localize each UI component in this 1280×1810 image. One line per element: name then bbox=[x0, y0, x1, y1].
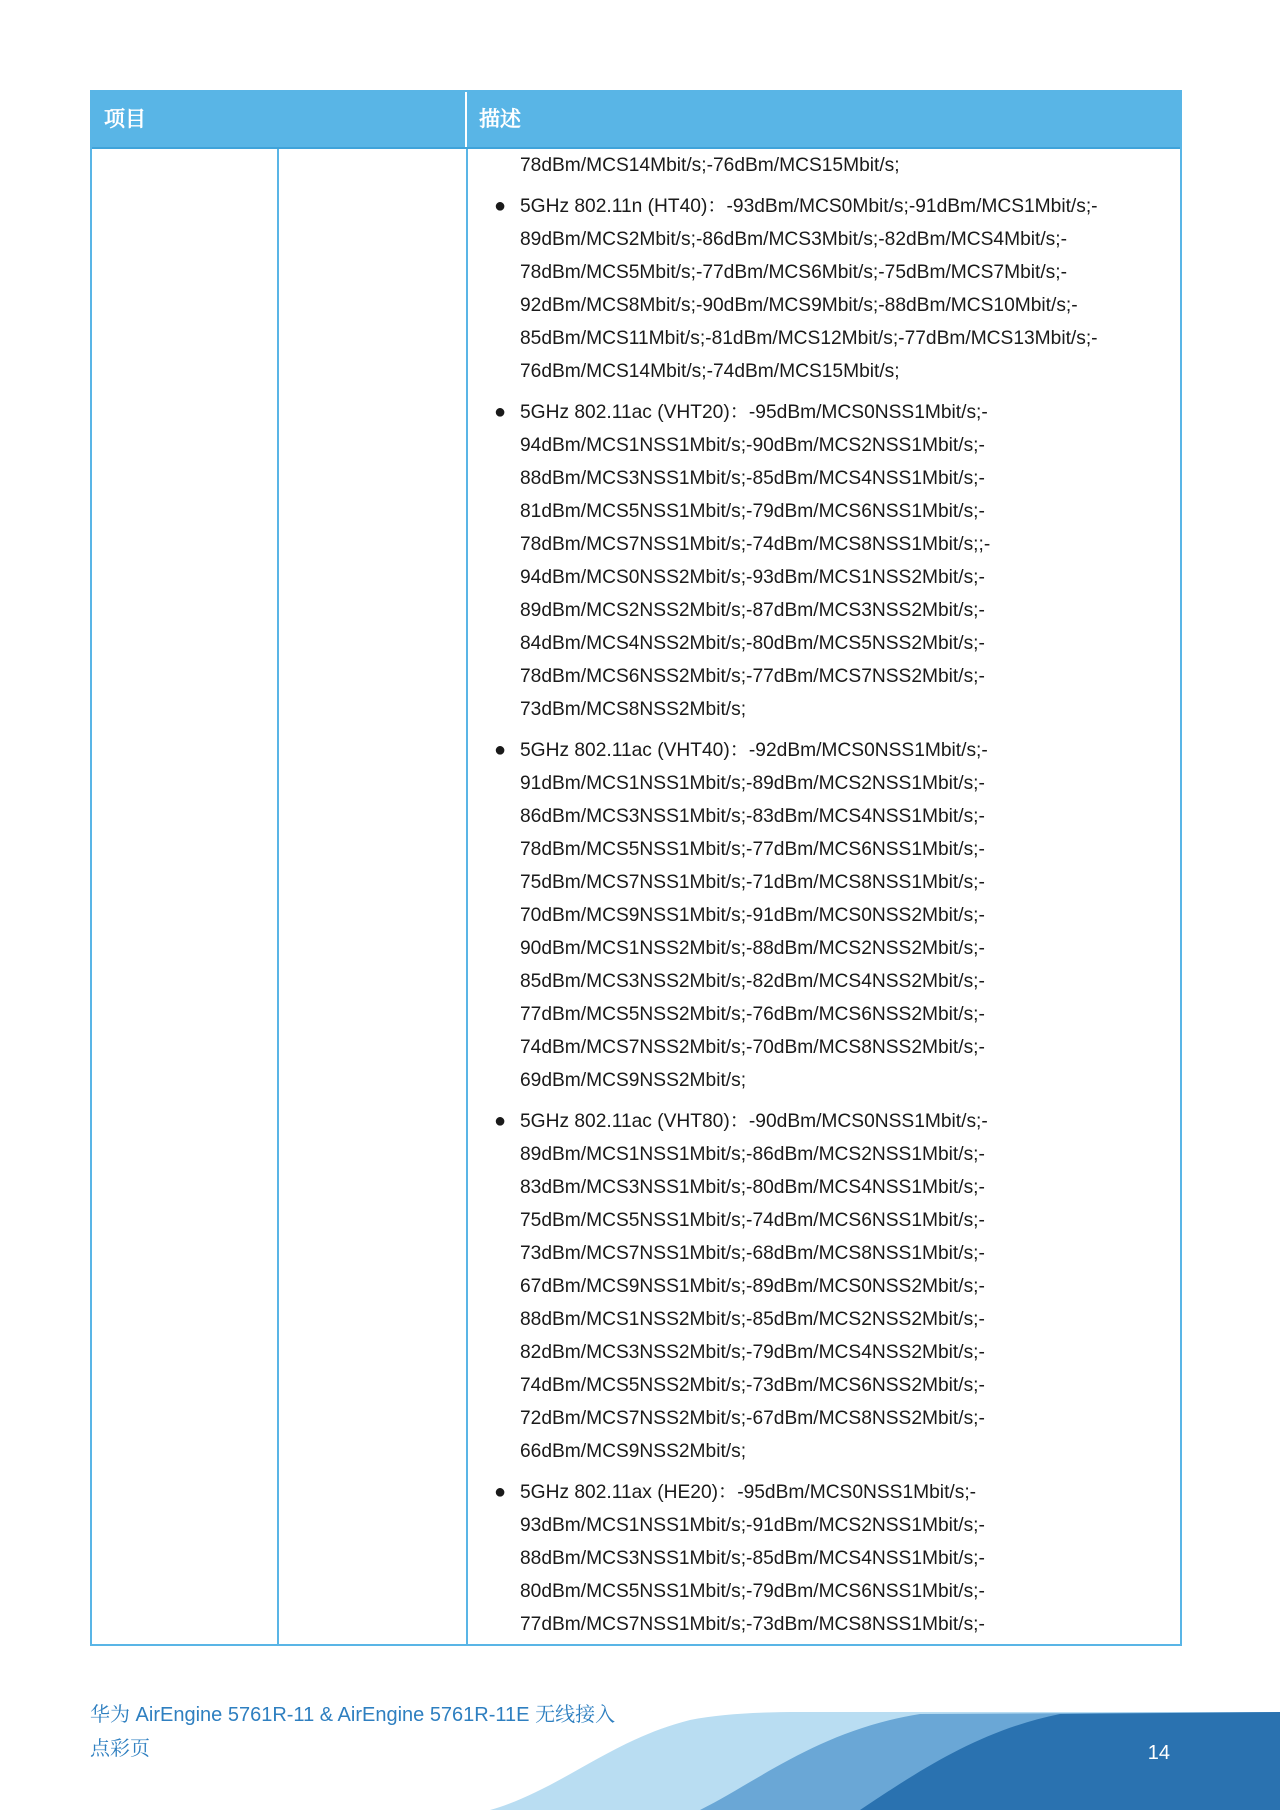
spec-line bbox=[488, 1336, 1160, 1369]
spec-line bbox=[488, 627, 1160, 660]
description-cell bbox=[468, 149, 1180, 1644]
footer-document-title bbox=[90, 1698, 650, 1766]
spec-line bbox=[488, 355, 1160, 388]
spec-line-text: 74dBm/MCS5NSS2Mbit/s;-73dBm/MCS6NSS2Mbit/s;- bbox=[520, 1375, 985, 1396]
spec-line bbox=[488, 223, 1160, 256]
spec-line-text: 5GHz 802.11ax (HE20)：-95dBm/MCS0NSS1Mbit/s;- bbox=[520, 1482, 977, 1503]
spec-line bbox=[488, 1402, 1160, 1435]
spec-line-text: 88dBm/MCS3NSS1Mbit/s;-85dBm/MCS4NSS1Mbit/s;- bbox=[520, 468, 985, 489]
spec-line bbox=[488, 594, 1160, 627]
spec-line-text: 88dBm/MCS1NSS2Mbit/s;-85dBm/MCS2NSS2Mbit/s;- bbox=[520, 1309, 985, 1330]
spec-line-text: 93dBm/MCS1NSS1Mbit/s;-91dBm/MCS2NSS1Mbit/s;- bbox=[520, 1515, 985, 1536]
footer-title-line-2: 点彩页 bbox=[90, 1738, 150, 1760]
spec-line bbox=[488, 1303, 1160, 1336]
spec-line-text: 77dBm/MCS5NSS2Mbit/s;-76dBm/MCS6NSS2Mbit/s;- bbox=[520, 1004, 985, 1025]
spec-line-text: 91dBm/MCS1NSS1Mbit/s;-89dBm/MCS2NSS1Mbit/s;- bbox=[520, 773, 985, 794]
spec-table bbox=[90, 90, 1182, 1646]
spec-line-text: 78dBm/MCS6NSS2Mbit/s;-77dBm/MCS7NSS2Mbit/s;- bbox=[520, 666, 985, 687]
spec-line bbox=[488, 1476, 1160, 1509]
spec-line-text: 75dBm/MCS5NSS1Mbit/s;-74dBm/MCS6NSS1Mbit/s;- bbox=[520, 1210, 985, 1231]
spec-line-text: 78dBm/MCS7NSS1Mbit/s;-74dBm/MCS8NSS1Mbit/s;;- bbox=[520, 534, 991, 555]
spec-line bbox=[488, 866, 1160, 899]
spec-line-text: 67dBm/MCS9NSS1Mbit/s;-89dBm/MCS0NSS2Mbit/s;- bbox=[520, 1276, 985, 1297]
spec-line-text: 78dBm/MCS5NSS1Mbit/s;-77dBm/MCS6NSS1Mbit/s;- bbox=[520, 839, 985, 860]
spec-line-text: 73dBm/MCS8NSS2Mbit/s; bbox=[520, 699, 747, 720]
bullet-spacer bbox=[488, 388, 1160, 396]
spec-line-text: 85dBm/MCS3NSS2Mbit/s;-82dBm/MCS4NSS2Mbit/s;- bbox=[520, 971, 985, 992]
spec-line-text: 5GHz 802.11ac (VHT80)：-90dBm/MCS0NSS1Mbit/s;- bbox=[520, 1111, 988, 1132]
spec-line bbox=[488, 1204, 1160, 1237]
spec-line bbox=[488, 1031, 1160, 1064]
spec-line bbox=[488, 429, 1160, 462]
spec-line-text: 90dBm/MCS1NSS2Mbit/s;-88dBm/MCS2NSS2Mbit/s;- bbox=[520, 938, 985, 959]
spec-line-text: 77dBm/MCS7NSS1Mbit/s;-73dBm/MCS8NSS1Mbit/s;- bbox=[520, 1614, 985, 1635]
spec-line-text: 80dBm/MCS5NSS1Mbit/s;-79dBm/MCS6NSS1Mbit/s;- bbox=[520, 1581, 985, 1602]
footer-title-line-1: 华为 AirEngine 5761R-11 & AirEngine 5761R-11E 无线接入 bbox=[90, 1704, 616, 1726]
spec-line bbox=[488, 256, 1160, 289]
spec-bullet-item bbox=[488, 190, 1160, 388]
column-divider-1 bbox=[277, 149, 279, 1644]
spec-line bbox=[488, 1542, 1160, 1575]
spec-line-text: 78dBm/MCS5Mbit/s;-77dBm/MCS6Mbit/s;-75dBm/MCS7Mbit/s;- bbox=[520, 262, 1067, 283]
spec-line bbox=[488, 800, 1160, 833]
spec-line-text: 92dBm/MCS8Mbit/s;-90dBm/MCS9Mbit/s;-88dBm/MCS10Mbit/s;- bbox=[520, 295, 1078, 316]
spec-line-text: 5GHz 802.11ac (VHT40)：-92dBm/MCS0NSS1Mbit/s;- bbox=[520, 740, 988, 761]
spec-line bbox=[488, 1064, 1160, 1097]
spec-line bbox=[488, 1435, 1160, 1468]
spec-line bbox=[488, 1270, 1160, 1303]
spec-line bbox=[488, 289, 1160, 322]
bullet-spacer bbox=[488, 1097, 1160, 1105]
spec-line-text: 81dBm/MCS5NSS1Mbit/s;-79dBm/MCS6NSS1Mbit/s;- bbox=[520, 501, 985, 522]
spec-line bbox=[488, 899, 1160, 932]
spec-line bbox=[488, 734, 1160, 767]
spec-line-text: 73dBm/MCS7NSS1Mbit/s;-68dBm/MCS8NSS1Mbit/s;- bbox=[520, 1243, 985, 1264]
spec-line bbox=[488, 1575, 1160, 1608]
spec-line bbox=[488, 322, 1160, 355]
spec-line bbox=[488, 1369, 1160, 1402]
spec-line bbox=[488, 1608, 1160, 1641]
spec-line-text: 88dBm/MCS3NSS1Mbit/s;-85dBm/MCS4NSS1Mbit/s;- bbox=[520, 1548, 985, 1569]
spec-line-text: 69dBm/MCS9NSS2Mbit/s; bbox=[520, 1070, 747, 1091]
bullet-dot-icon: ● bbox=[493, 401, 507, 423]
spec-line-text: 94dBm/MCS0NSS2Mbit/s;-93dBm/MCS1NSS2Mbit/s;- bbox=[520, 567, 985, 588]
spec-line-text: 94dBm/MCS1NSS1Mbit/s;-90dBm/MCS2NSS1Mbit/s;- bbox=[520, 435, 985, 456]
spec-line bbox=[488, 833, 1160, 866]
spec-line bbox=[488, 1105, 1160, 1138]
spec-line-text: 86dBm/MCS3NSS1Mbit/s;-83dBm/MCS4NSS1Mbit/s;- bbox=[520, 806, 985, 827]
spec-line-text: 72dBm/MCS7NSS2Mbit/s;-67dBm/MCS8NSS2Mbit/s;- bbox=[520, 1408, 985, 1429]
bullet-spacer bbox=[488, 1468, 1160, 1476]
page-number: 14 bbox=[1147, 1742, 1170, 1764]
spec-line-text: 82dBm/MCS3NSS2Mbit/s;-79dBm/MCS4NSS2Mbit/s;- bbox=[520, 1342, 985, 1363]
spec-line-text: 89dBm/MCS2Mbit/s;-86dBm/MCS3Mbit/s;-82dBm/MCS4Mbit/s;- bbox=[520, 229, 1067, 250]
spec-line bbox=[488, 932, 1160, 965]
bullet-dot-icon: ● bbox=[493, 739, 507, 761]
spec-line-text: 89dBm/MCS2NSS2Mbit/s;-87dBm/MCS3NSS2Mbit/s;- bbox=[520, 600, 985, 621]
bullet-spacer bbox=[488, 726, 1160, 734]
spec-line-text: 76dBm/MCS14Mbit/s;-74dBm/MCS15Mbit/s; bbox=[520, 361, 900, 382]
spec-line-text: 5GHz 802.11n (HT40)：-93dBm/MCS0Mbit/s;-91dBm/MCS1Mbit/s;- bbox=[520, 196, 1098, 217]
spec-line bbox=[488, 1171, 1160, 1204]
spec-line bbox=[488, 998, 1160, 1031]
spec-line-text: 85dBm/MCS11Mbit/s;-81dBm/MCS12Mbit/s;-77dBm/MCS13Mbit/s;- bbox=[520, 328, 1098, 349]
table-header-row bbox=[92, 92, 1180, 149]
spec-line-text: 5GHz 802.11ac (VHT20)：-95dBm/MCS0NSS1Mbit/s;- bbox=[520, 402, 988, 423]
continuation-line: 78dBm/MCS14Mbit/s;-76dBm/MCS15Mbit/s; bbox=[520, 155, 900, 176]
spec-line bbox=[488, 528, 1160, 561]
header-description: 描述 bbox=[479, 108, 521, 131]
spec-line bbox=[488, 693, 1160, 726]
spec-line-text: 84dBm/MCS4NSS2Mbit/s;-80dBm/MCS5NSS2Mbit/s;- bbox=[520, 633, 985, 654]
spec-line bbox=[488, 660, 1160, 693]
spec-line-text: 74dBm/MCS7NSS2Mbit/s;-70dBm/MCS8NSS2Mbit/s;- bbox=[520, 1037, 985, 1058]
bullet-dot-icon: ● bbox=[493, 1110, 507, 1132]
spec-line-text: 75dBm/MCS7NSS1Mbit/s;-71dBm/MCS8NSS1Mbit/s;- bbox=[520, 872, 985, 893]
bullet-dot-icon: ● bbox=[493, 1481, 507, 1503]
spec-bullet-item bbox=[488, 1105, 1160, 1468]
spec-line bbox=[488, 190, 1160, 223]
spec-line bbox=[488, 561, 1160, 594]
spec-line-text: 89dBm/MCS1NSS1Mbit/s;-86dBm/MCS2NSS1Mbit/s;- bbox=[520, 1144, 985, 1165]
spec-line-text: 83dBm/MCS3NSS1Mbit/s;-80dBm/MCS4NSS1Mbit/s;- bbox=[520, 1177, 985, 1198]
spec-line bbox=[488, 1237, 1160, 1270]
spec-line-text: 66dBm/MCS9NSS2Mbit/s; bbox=[520, 1441, 747, 1462]
bullet-spacer bbox=[488, 182, 1160, 190]
spec-bullet-item bbox=[488, 734, 1160, 1097]
spec-line bbox=[488, 396, 1160, 429]
header-item: 项目 bbox=[92, 92, 467, 147]
spec-bullet-item bbox=[488, 1476, 1160, 1641]
spec-line-text: 70dBm/MCS9NSS1Mbit/s;-91dBm/MCS0NSS2Mbit/s;- bbox=[520, 905, 985, 926]
spec-line bbox=[488, 767, 1160, 800]
spec-bullet-item bbox=[488, 396, 1160, 726]
spec-line bbox=[488, 1509, 1160, 1542]
spec-line bbox=[488, 495, 1160, 528]
bullet-dot-icon: ● bbox=[493, 195, 507, 217]
spec-line bbox=[488, 965, 1160, 998]
spec-line bbox=[488, 1138, 1160, 1171]
spec-line bbox=[488, 462, 1160, 495]
